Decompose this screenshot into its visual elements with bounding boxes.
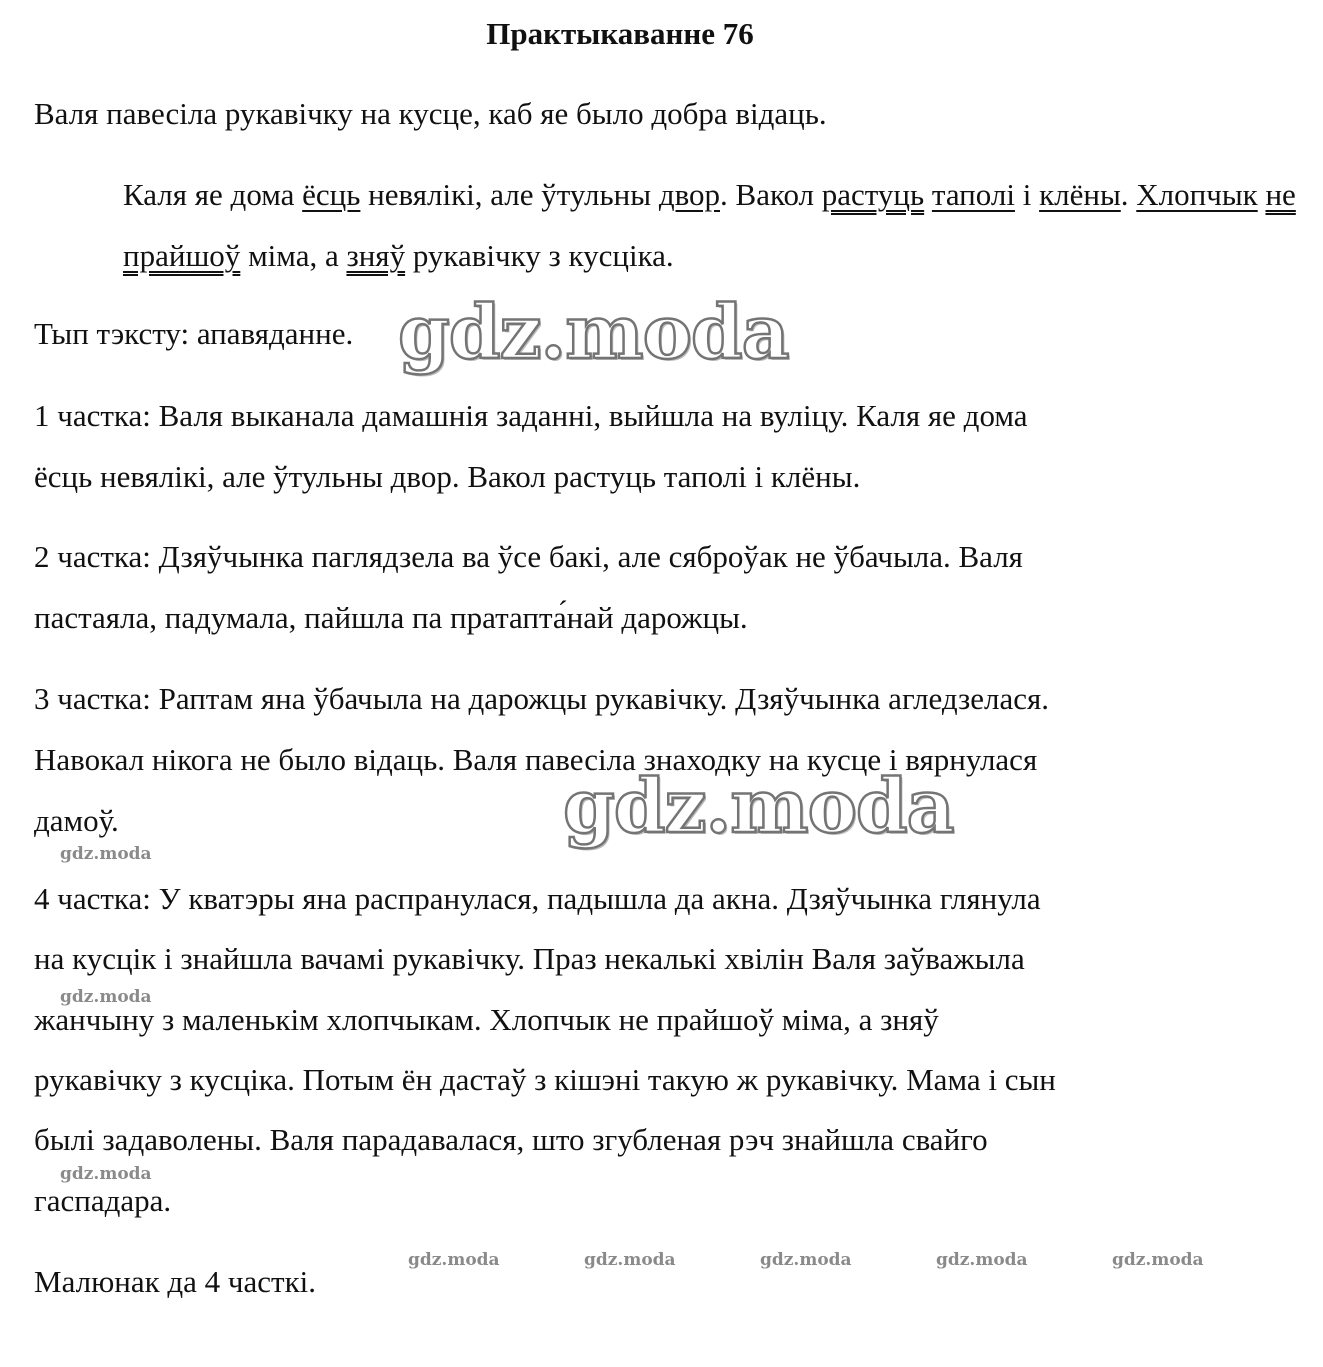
part-3-line-3: дамоў. [34,803,119,838]
analysis-text: . Вакол [720,177,822,212]
analysis-text: Каля яе дома [123,177,303,212]
intro-sentence: Валя павесіла рукавічку на кусце, каб яе было добра відаць. [34,96,827,131]
analysis-text: . [1120,177,1137,212]
analysis-text: міма, а [240,238,347,273]
underlined-subject: таполі [931,177,1015,212]
part-3-line-2: Навокал нікога не было відаць. Валя павесіла знаходку на кусце і вярнулася [34,742,1038,777]
part-2-line-2: пастаяла, падумала, пайшла па пратапта́най дарожцы. [34,600,748,635]
underlined-subject: клёны [1039,177,1121,212]
watermark-small: gdz.moda [584,1250,676,1270]
part-4-line-5: былі задаволены. Валя парадавалася, што згубленая рэч знайшла свайго [34,1122,988,1157]
watermark-small: gdz.moda [936,1250,1028,1270]
watermark-small: gdz.moda [60,987,152,1007]
underlined-subject: Хлопчык [1136,177,1258,212]
watermark-small: gdz.moda [60,1164,152,1184]
analysis-text [924,177,932,212]
part-1-line-1: 1 частка: Валя выканала дамашнія заданні, выйшла на вуліцу. Каля яе дома [34,398,1028,433]
part-2-line-1: 2 частка: Дзяўчынка паглядзела ва ўсе бакі, але сяброўак не ўбачыла. Валя [34,539,1023,574]
part-4-line-3: жанчыну з маленькім хлопчыкам. Хлопчык не прайшоў міма, а зняў [34,1002,939,1037]
analysis-text: рукавічку з кусціка. [405,238,674,273]
underlined-subject: двор [658,177,721,212]
watermark-large: gdz.moda [563,764,954,850]
part-4-line-2: на кусцік і знайшла вачамі рукавічку. Праз некалькі хвілін Валя заўважыла [34,941,1025,976]
underlined-predicate: не прайшоў [123,177,1296,273]
watermark-small: gdz.moda [1112,1250,1204,1270]
part-4-line-6: гаспадара. [34,1183,172,1218]
analysis-text: і [1014,177,1040,212]
watermark-small: gdz.moda [408,1250,500,1270]
underlined-predicate: ёсць [302,177,361,212]
watermark-large: gdz.moda [398,290,789,376]
watermark-small: gdz.moda [760,1250,852,1270]
analysis-paragraph [34,164,1323,286]
analysis-text: невялікі, але ўтульны [360,177,659,212]
picture-caption: Малюнак да 4 часткі. [34,1264,316,1299]
page-title: Практыкаванне 76 [486,16,754,51]
part-4-line-1: 4 частка: У кватэры яна распранулася, падышла да акна. Дзяўчынка глянула [34,881,1041,916]
underlined-predicate: зняў [346,238,406,273]
text-type: Тып тэксту: апавяданне. [34,316,354,351]
part-3-line-1: 3 частка: Раптам яна ўбачыла на дарожцы рукавічку. Дзяўчынка агледзелася. [34,681,1050,716]
underlined-predicate: растуць [821,177,925,212]
part-4-line-4: рукавічку з кусціка. Потым ён дастаў з кішэні такую ж рукавічку. Мама і сын [34,1062,1056,1097]
watermark-small: gdz.moda [60,844,152,864]
part-1-line-2: ёсць невялікі, але ўтульны двор. Вакол растуць таполі і клёны. [34,459,861,494]
